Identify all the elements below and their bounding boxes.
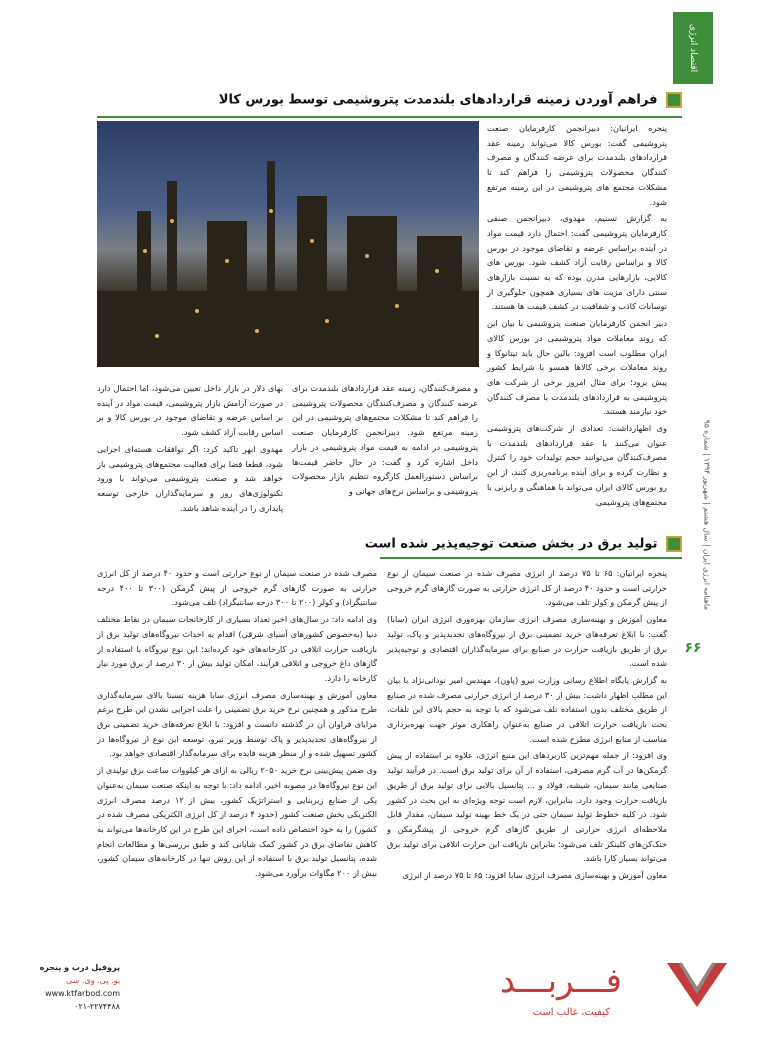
journal-logo-icon (666, 536, 682, 552)
article1-left-column (97, 381, 283, 517)
footer-advertisement (20, 955, 742, 1035)
ad-brand-name: فـــربـــد (499, 961, 622, 1001)
article1-heading (219, 92, 682, 108)
article2-right-column (387, 566, 667, 885)
paragraph: معاون آموزش و بهینه‌سازی مصرف انرژی سابا هزینه نسبتا بالای سرمایه‌گذاری طرح مذکور و همچنین نرخ خرید برق تضمینی را علت اجرایی نشدن این طرح برغم مزایای فراوان آن در گذشته دانست و افزود: با ابلاغ تعرفه‌های خرید تضمینی برق از نیروگاه‌های تجدیدپذیر و پاک توسط وزیر نیرو، توسعه این نوع از نیروگاه‌ها در کشور تسهیل شده و از منظر هزینه فایده برای سرمایه‌گذار اقتصادی خواهد بود. (97, 689, 377, 759)
paragraph: دبیر انجمن کارفرمایان صنعت پتروشیمی با بیان این که روند معاملات مواد پتروشیمی در بورس کالای ایران مطلوب است افزود: بالین حال باید تیتانوکا و روند معاملات برخی کالاها همسو با شرایط کشور پیش برود؛ برای مثال امروز برخی از شرکت های پتروشیمی به قراردادهای بلندمدت با مصرف کنندگان خود نیازمند هستند. (487, 318, 667, 417)
paragraph: پنجره ایرانیان: ۶۵ تا ۷۵ درصد از انرژی مصرف شده در صنعت سیمان از نوع حرارتی است و حدود ۴۰ درصد از کل انرژی حرارتی به صورت گازهای گرم خروجی از پیش گرمکن و کولر تلف می‌شود. (387, 568, 667, 608)
paragraph: مصرف شده در صنعت سیمان از نوع حرارتی است و حدود ۴۰ درصد از کل انرژی حرارتی به صورت گازهای گرم خروجی از پیش گرمکن (۳۰۰ تا ۴۰۰ درجه سانتیگراد) و کولر (۲۰۰ تا ۳۰۰ درجه سانتیگراد) تلف می‌شود. (97, 568, 377, 608)
article1-heading-rule (97, 116, 682, 118)
ad-contact-block (20, 961, 120, 1013)
ad-product-line: پروفیل درب و پنجره (39, 963, 120, 972)
journal-logo-icon (666, 92, 682, 108)
article2-heading-rule (380, 557, 682, 559)
paragraph: به گزارش تسنیم، مهدوی، دبیرانجمن صنفی کارفرمایان پتروشیمی گفت: احتمال دارد قیمت مواد در آینده براساس عرضه و تقاضای موجود در بورس کالا و براساس رقابت آزاد کشف شود. بورس های کالایی، بازارهایی مدرن بوده که به نسبت بازارهای سنتی دارای مزیت های بسیاری همچون جلوگیری از نوسانات کاذب و شفافیت در کشف قیمت ها هستند. (487, 213, 667, 312)
paragraph: وی ادامه داد: در سال‌های اخیر تعداد بسیاری از کارخانجات سیمان در نقاط مختلف دنیا (به‌خصوص کشورهای آسیای شرقی) اقدام به احداث نیروگاه‌های تولید برق از بازیافت حرارت اتلافی در کارخانه‌های خود کرده‌اند؛ این نوع نیروگاه با استفاده از گازهای داغ خروجی و اتلافی فرآیند، امکان تولید بیش از ۳۰ درصد از برق مورد نیاز کارخانه را دارد. (97, 614, 377, 683)
paragraph: وی اظهارداشت: تعدادی از شرکت‌های پتروشیمی عنوان می‌کنند با عقد قراردادهای بلندمدت با مصرف‌کنندگان می‌توانند حجم تولیدات خود را کنترل و نظارت کرده و برای آینده برنامه‌ریزی کنند، از این رو بورس کالای ایران می‌تواند با هماهنگی و رایزنی با مجتمع‌های پتروشیمی (487, 423, 667, 507)
paragraph: به گزارش پایگاه اطلاع رسانی وزارت نیرو (پاون)، مهندس امیر نودانی‌نژاد با بیان این مطلب اظهار داشت: بیش از ۳۰ درصد از انرژی حرارتی مصرف شده در صنایع از طریق مختلف بدون استفاده تلف می‌شود که با توجه به حجم بالای این تلفات، بحث بازیافت حرارت اتلافی در صنایع به‌عنوان راهکاری موثر جهت بهره‌برداری مناسب از منابع انرژی مطرح شده است. (387, 674, 667, 744)
article1-middle-column (292, 381, 478, 501)
paragraph: معاون آموزش و بهینه‌سازی مصرف انرژی سازمان بهره‌وری انرژی ایران (سابا) گفت: با ابلاغ تعرفه‌های خرید تضمینی برق از نیروگاه‌های تجدیدپذیر و پاک، تولید برق از طریق بازیافت حرارت در صنایع برای سرمایه‌گذاران اقتصادی و توجیه‌پذیر شده است. (387, 614, 667, 669)
ad-slogan: کیفیت، غالب است (532, 1007, 610, 1018)
paragraph: وی افزود: از جمله مهم‌ترین کاربردهای این منبع انرژی، علاوه بر استفاده از پیش گرمکن‌ها در آب گرم مصرفی، استفاده از آن برای تولید برق است. در فرآیند تولید صنایعی مانند سیمان، شیشه، فولاد و ... پتانسیل بالایی برای تولید برق از طریق بازیافت حرارت وجود دارد. بنابراین، لازم است توجه ویژه‌ای به این بحث در کشور شود. در کلیه خطوط تولید سیمان حتی در یک خط بهینه تولید سیمان، مقدار قابل ملاحظه‌ای انرژی حرارتی از طریق گازهای گرم خروجی از پیشگرمکن و خنک‌کن‌های کلینکر تلف می‌شود؛ بنابراین بازیافت این حرارت اتلافی برای تولید برق می‌تواند بسیار کارا باشد. (387, 750, 667, 864)
journal-info: ماهنامه انرژی ایران | سال هشتم | شهریور ۱۳۹۴ | شماره ۹۵ (702, 419, 712, 611)
paragraph: پنجره ایرانیان: دبیرانجمن کارفرمایان صنعت پتروشیمی گفت: بورس کالا می‌تواند زمینه عقد قراردادهای بلندمدت برای عرضه کنندگان و مصرف کنندگان محصولات پتروشیمی را فراهم کند تا مشکلات مجتمع های پتروشیمی در این زمینه مرتفع شود. (487, 123, 667, 207)
article2-heading (365, 536, 682, 552)
page-number: ۶۶ (684, 640, 702, 656)
refinery-silhouette (97, 121, 479, 367)
article2-left-column (97, 566, 377, 883)
paragraph: مهدوی ابهر تاکید کرد: اگر توافقات هسته‌ای اجرایی شود، قطعا فضا برای فعالیت مجتمع‌های پتروشیمی باز خواهد شد و صنعت پتروشیمی می‌تواند با ورود تکنولوژی‌های روز و سرمایه‌گذاران خارجی توسعه پایداری را در آینده شاهد باشد. (97, 443, 283, 513)
section-label: اقتصاد انرژی (688, 23, 698, 73)
paragraph: معاون آموزش و بهینه‌سازی مصرف انرژی سابا افزود: ۶۵ تا ۷۵ درصد از انرژی (402, 870, 667, 881)
article1-right-column (487, 121, 667, 511)
article2-title: تولید برق در بخش صنعت توجیه‌پذیر شده است (364, 536, 658, 552)
section-tab (673, 12, 713, 84)
article1-title: فراهم آوردن زمینه قراردادهای بلندمدت پتروشیمی توسط بورس کالا (218, 92, 658, 108)
paragraph: وی ضمن پیش‌بینی نرخ خرید ۲۰۵۰ ریالی به ازای هر کیلووات ساعت برق تولیدی از این نوع نیروگاه‌ها در مصوبه اخیر، ادامه داد: با توجه به اینکه صنعت سیمان به‌عنوان یکی از صنایع زیربنایی و استراتژیک کشور، بیش از ۱۲ درصد مصرف انرژی الکتریکی بخش صنعت کشور (حدود ۴ درصد از کل انرژی الکتریکی مصرف شده در کشور) را به خود اختصاص داده است، اجرای این طرح در این کارخانه‌ها می‌تواند به کاهش تقاضای برق در کشور کمک شایانی کند و طبق بررسی‌ها و مطالعات انجام شده، پتانسیل تولید برق با استفاده از این روش تنها در کارخانه‌های سیمان کشور، بیش از ۲۰۰ مگاوات برآورد می‌شود. (97, 765, 378, 879)
paragraph: و مصرف‌کنندگان، زمینه عقد قراردادهای بلندمدت برای عرضه کنندگان و مصرف‌کنندگان محصولات پتروشیمی را فراهم کند تا مشکلات مجتمع‌های پتروشیمی در این زمینه مرتفع شود. دبیرانجمن کارفرمایان صنعت پتروشیمی در ادامه به قیمت مواد پتروشیمی در بازار داخل اشاره کرد و گفت: در حال حاضر قیمت‌ها براساس دستورالعمل کارگروه تنظیم بازار محصولات پتروشیمی و براساس نرخ‌های جهانی و (292, 383, 478, 496)
paragraph: بهای دلار در بازار داخل تعیین می‌شود، اما احتمال دارد در صورت آرامش بازار پتروشیمی، قیمت مواد در آینده بر اساس عرضه و تقاضای موجود در بورس کالا و بر اساس رقابت آزاد کشف شود. (97, 383, 283, 438)
refinery-photo (97, 121, 479, 367)
ad-website: www.ktfarbod.com (45, 989, 120, 998)
journal-info-strip (701, 400, 713, 630)
ad-material-line: یو. پی. وی. سی (65, 976, 120, 985)
ad-phone: ۰۲۱-۲۲۷۴۴۸۸ (74, 1002, 120, 1011)
brand-shield-logo-icon (652, 955, 742, 1015)
